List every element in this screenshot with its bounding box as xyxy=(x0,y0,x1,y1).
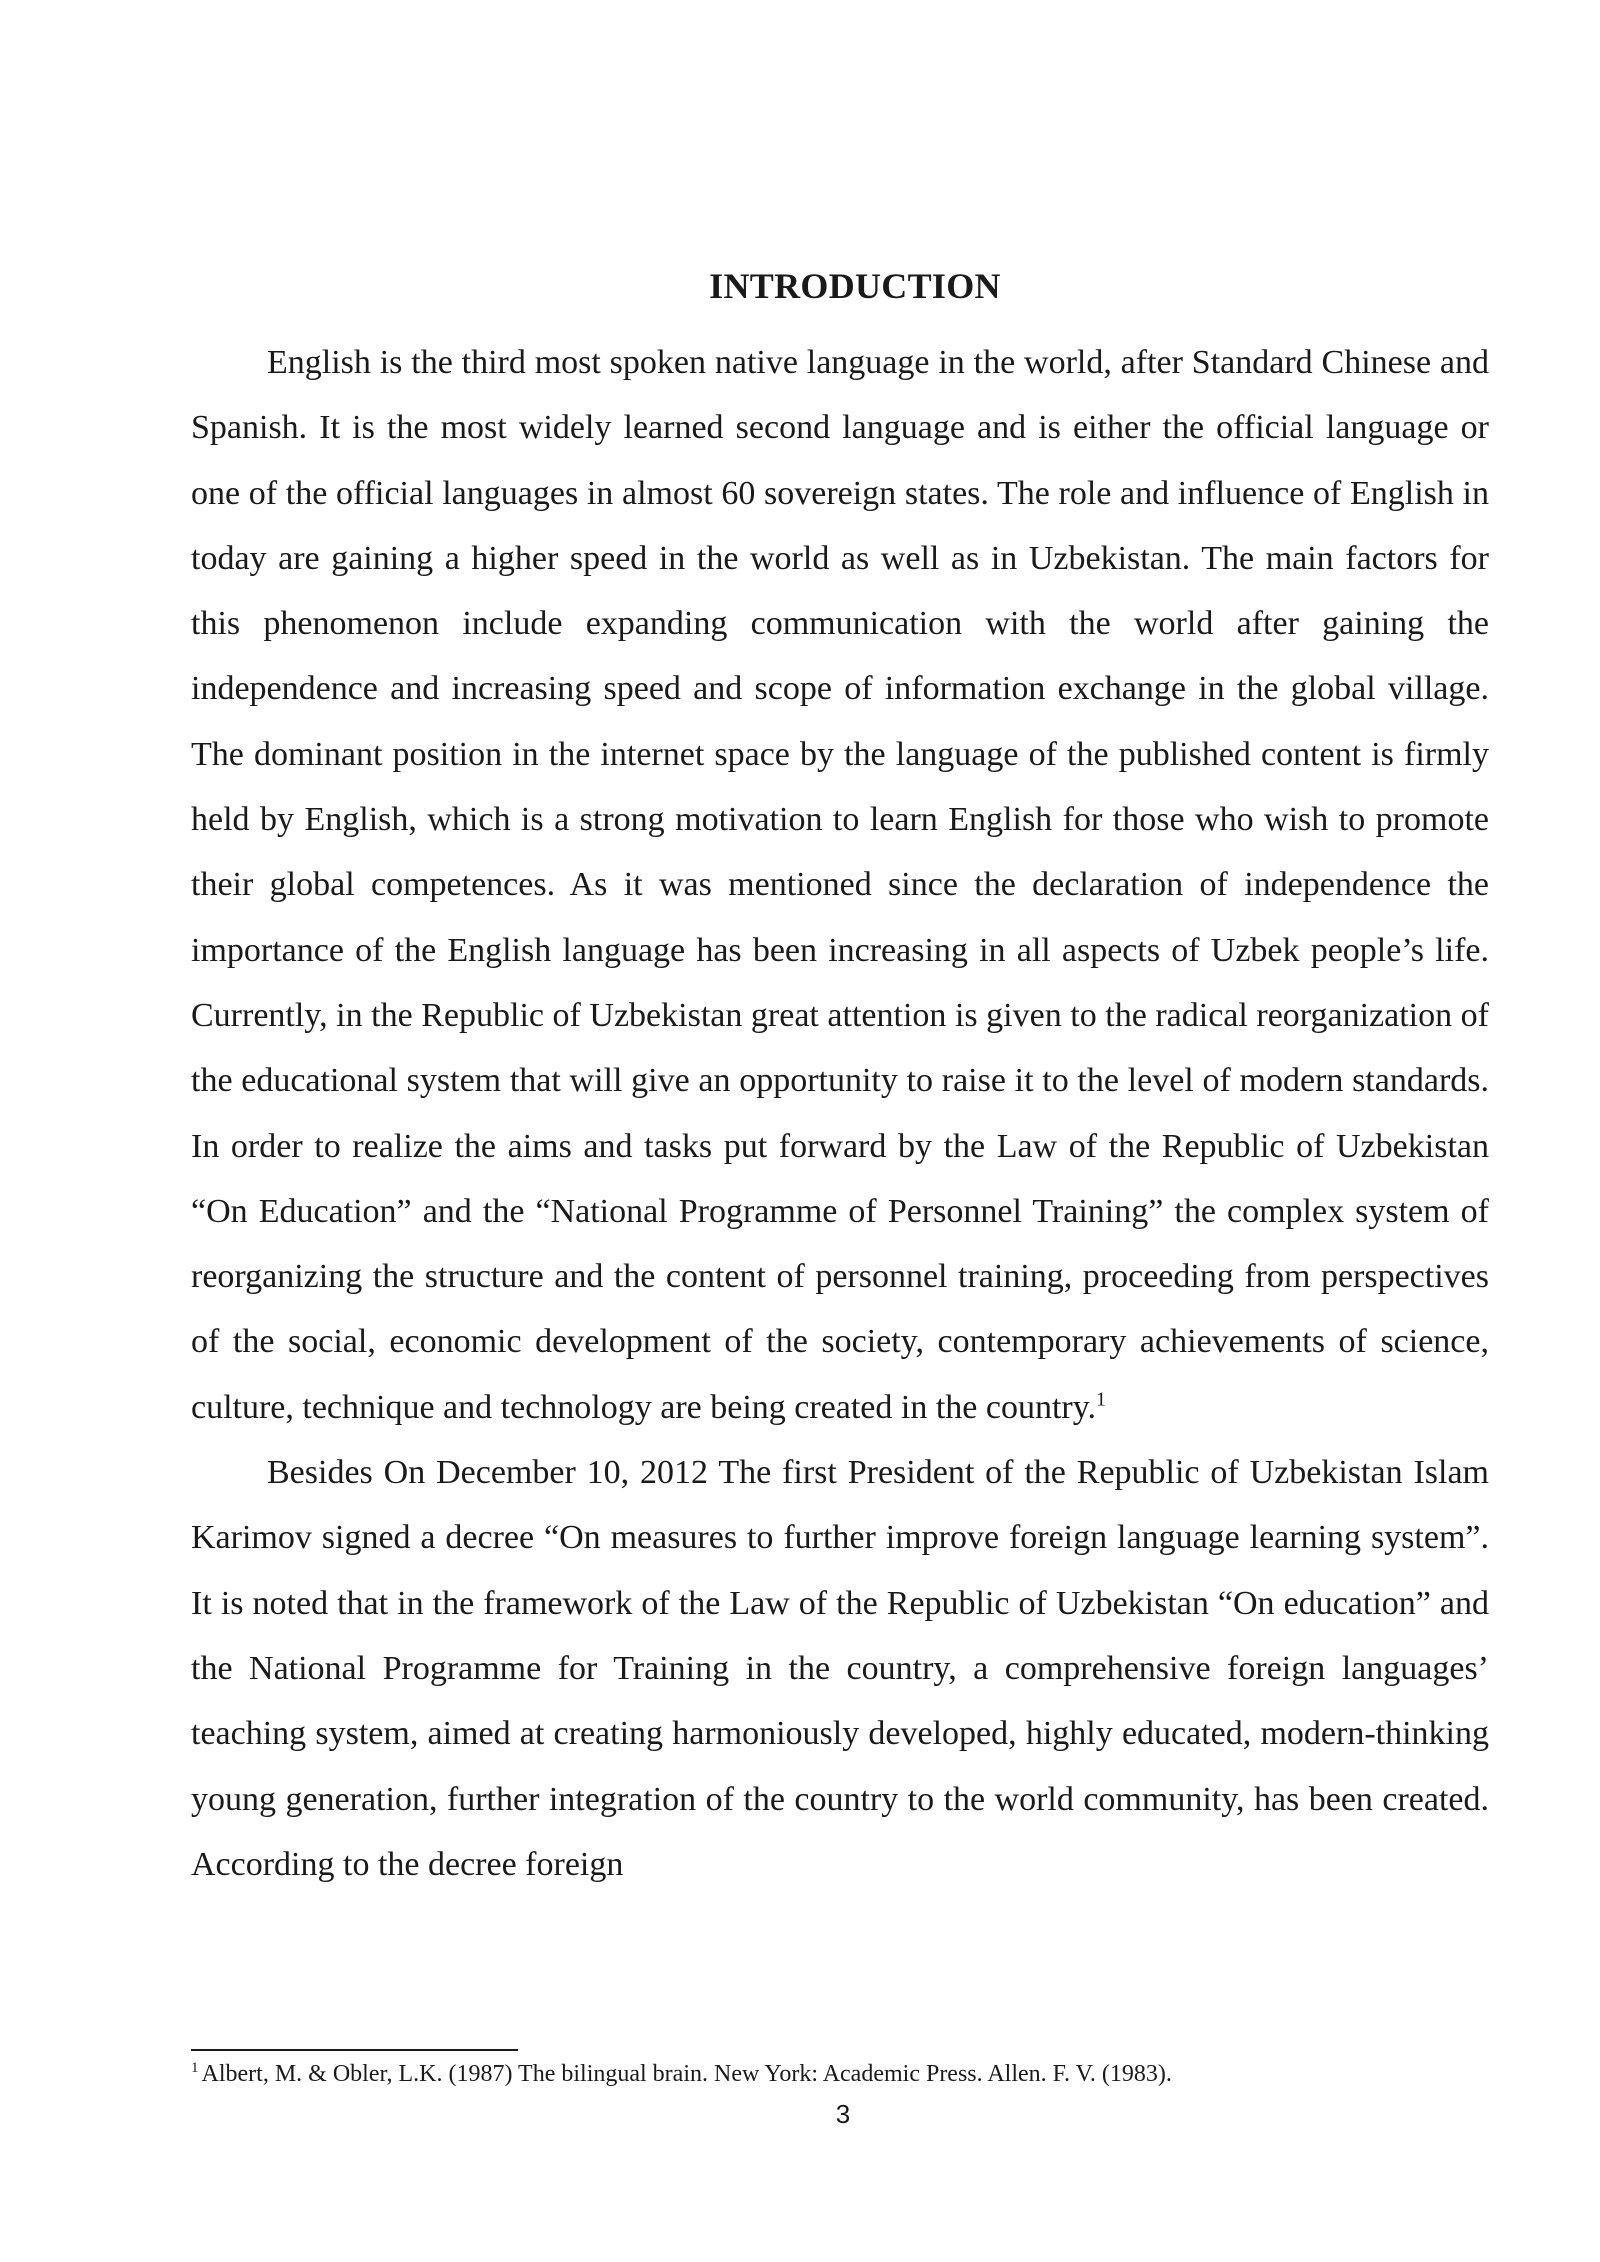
paragraph xyxy=(191,1440,1489,1897)
body-text xyxy=(191,330,1489,1897)
footnote-text: Albert, M. & Obler, L.K. (1987) The bilingual brain. New York: Academic Press. Allen. F. V. (1983). xyxy=(201,2061,1172,2087)
paragraph xyxy=(191,330,1489,1440)
footnote-separator xyxy=(191,2049,518,2051)
page-title: INTRODUCTION xyxy=(709,266,1001,306)
footnote-reference: 1 xyxy=(1096,1388,1107,1411)
paragraph-text: English is the third most spoken native language in the world, after Standard Chinese and Spanish. It is the most widely learned second language and is either the official language or one of the official languages in almost 60 sovereign states. The role and influence of English in today are gaining a higher speed in the world as well as in Uzbekistan. The main factors for this phenomenon include expanding communication with the world after gaining the independence and increasing speed and scope of information exchange in the global village. The dominant position in the internet space by the language of the published content is firmly held by English, which is a strong motivation to learn English for those who wish to promote their global competences. As it was mentioned since the declaration of independence the importance of the English language has been increasing in all aspects of Uzbek people’s life. Currently, in the Republic of Uzbekistan great attention is given to the radical reorganization of the educational system that will give an opportunity to raise it to the level of modern standards. In order to realize the aims and tasks put forward by the Law of the Republic of Uzbekistan “On Education” and the “National Programme of Personnel Training” the complex system of reorganizing the structure and the content of personnel training, proceeding from perspectives of the social, economic development of the society, contemporary achievements of science, culture, technique and technology are being created in the country. xyxy=(191,344,1489,1426)
footnote-marker: 1 xyxy=(191,2060,199,2076)
page-number: 3 xyxy=(835,2099,851,2129)
footnote xyxy=(191,2058,1491,2090)
paragraph-text: Besides On December 10, 2012 The first President of the Republic of Uzbekistan Islam Karimov signed a decree “On measures to further improve foreign language learning system”. It is noted that in the framework of the Law of the Republic of Uzbekistan “On education” and the National Programme for Training in the country, a comprehensive foreign languages’ teaching system, aimed at creating harmoniously developed, highly educated, modern-thinking young generation, further integration of the country to the world community, has been created. According to the decree foreign xyxy=(191,1454,1489,1883)
